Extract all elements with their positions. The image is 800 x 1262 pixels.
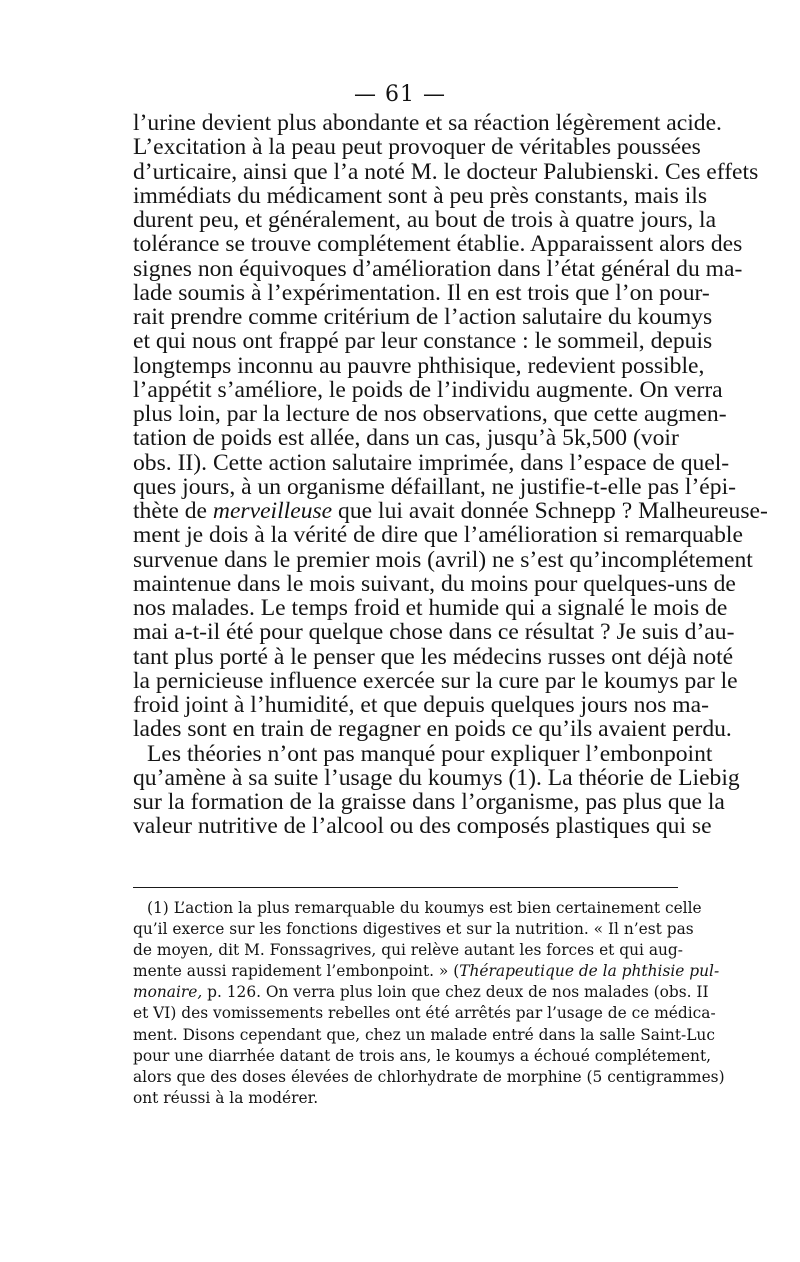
- text-line: survenue dans le premier mois (avril) ne s’est qu’incomplétement: [133, 546, 753, 573]
- paragraph-first-line: Les théories n’ont pas manqué pour expliquer l’embonpoint: [147, 740, 713, 767]
- text-line: d’urticaire, ainsi que l’a noté M. le docteur Palubienski. Ces effets: [133, 158, 759, 185]
- text-run: que lui avait donnée Schnepp ? Malheureuse-: [332, 498, 768, 524]
- text-line: plus loin, par la lecture de nos observations, que cette augmen-: [133, 401, 727, 427]
- italic-title: Thérapeutique de la phthisie pul-: [459, 962, 720, 981]
- text-line: ment je dois à la vérité de dire que l’amélioration si remarquable: [133, 522, 743, 549]
- text-line: l’appétit s’améliore, le poids de l’individu augmente. On verra: [133, 376, 723, 403]
- text-line: ques jours, à un organisme défaillant, ne justifie-t-elle pas l’épi-: [133, 473, 736, 500]
- text-line: maintenue dans le mois suivant, du moins pour quelques-uns de: [133, 570, 736, 597]
- text-line: immédiats du médicament sont à peu près constants, mais ils: [133, 182, 708, 209]
- italic-title: monaire,: [133, 983, 203, 1002]
- text-line-with-italic: [133, 498, 768, 524]
- text-line: longtemps inconnu au pauvre phthisique, redevient possible,: [133, 352, 705, 379]
- text-line: et qui nous ont frappé par leur constance : le sommeil, depuis: [133, 328, 713, 355]
- main-text: [133, 110, 768, 840]
- footnote-line: ont réussi à la modérer.: [133, 1088, 319, 1107]
- footnote-line: alors que des doses élevées de chlorhydrate de morphine (5 centigrammes): [133, 1067, 725, 1086]
- page-number: — 61 —: [354, 82, 446, 107]
- footnote-line: de moyen, dit M. Fonssagrives, qui relève autant les forces et qui aug-: [133, 941, 683, 960]
- text-line: tant plus porté à le penser que les médecins russes ont déjà noté: [133, 643, 734, 670]
- text-line: lades sont en train de regagner en poids ce qu’ils avaient perdu.: [133, 716, 732, 743]
- footnote-divider: [133, 887, 678, 888]
- text-line: tation de poids est allée, dans un cas, jusqu’à 5k,500 (voir: [133, 425, 679, 452]
- text-line: L’excitation à la peau peut provoquer de véritables poussées: [133, 134, 701, 161]
- footnote-line: ment. Disons cependant que, chez un malade entré dans la salle Saint-Luc: [133, 1025, 715, 1044]
- footnote-line: qu’il exerce sur les fonctions digestives et sur la nutrition. « Il n’est pas: [133, 920, 694, 939]
- text-line: lade soumis à l’expérimentation. Il en est trois que l’on pour-: [133, 279, 710, 306]
- text-line: tolérance se trouve complétement établie. Apparaissent alors des: [133, 231, 743, 258]
- text-run: p. 126. On verra plus loin que chez deux de nos malades (obs. II: [202, 983, 709, 1002]
- text-line: signes non équivoques d’amélioration dans l’état général du ma-: [133, 255, 743, 282]
- text-line: qu’amène à sa suite l’usage du koumys (1). La théorie de Liebig: [133, 764, 740, 791]
- text-run: mente aussi rapidement l’embonpoint. » (: [133, 962, 460, 981]
- footnote-line-with-italic: [133, 961, 720, 982]
- text-line: rait prendre comme critérium de l’action salutaire du koumys: [133, 304, 713, 330]
- footnote-line: pour une diarrhée datant de trois ans, le koumys a échoué complétement,: [133, 1046, 712, 1065]
- text-line: froid joint à l’humidité, et que depuis quelques jours nos ma-: [133, 692, 709, 718]
- italic-word: merveilleuse: [212, 498, 333, 524]
- text-line: la pernicieuse influence exercée sur la cure par le koumys par le: [133, 667, 738, 694]
- text-line: obs. II). Cette action salutaire imprimée, dans l’espace de quel-: [133, 449, 730, 476]
- footnote-line: (1) L’action la plus remarquable du koumys est bien certainement celle: [147, 899, 702, 917]
- footnote-line: et VI) des vomissements rebelles ont été arrêtés par l’usage de ce médica-: [133, 1004, 716, 1023]
- text-line: valeur nutritive de l’alcool ou des composés plastiques qui se: [133, 813, 712, 840]
- text-line: durent peu, et généralement, au bout de trois à quatre jours, la: [133, 207, 717, 233]
- text-line: mai a-t-il été pour quelque chose dans ce résultat ? Je suis d’au-: [133, 619, 735, 646]
- text-line: sur la formation de la graisse dans l’organisme, pas plus que la: [133, 789, 725, 815]
- footnote: [133, 898, 725, 1109]
- text-line: l’urine devient plus abondante et sa réaction légèrement acide.: [133, 110, 722, 136]
- footnote-line-with-italic: [133, 982, 709, 1003]
- text-line: nos malades. Le temps froid et humide qui a signalé le mois de: [133, 595, 728, 621]
- text-run: thète de: [133, 498, 213, 524]
